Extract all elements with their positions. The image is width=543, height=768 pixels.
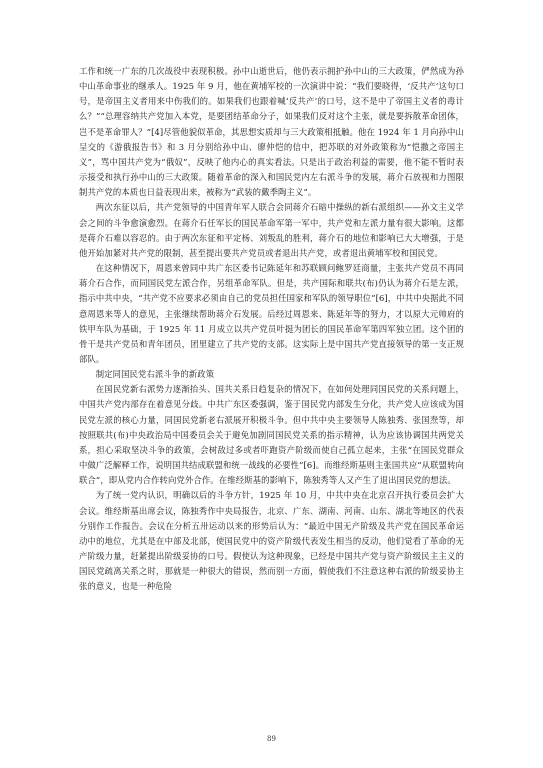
paragraph-5: 为了统一党内认识，明确以后的斗争方针，1925 年 10 月，中共中央在北京召开执行委员会扩大会议。维经斯基出席会议，陈独秀作中央局报告，北京、广东、湖南、河南、山东、湖北等地区的代表分别作工作报告。会议在分析五卅运动以来的形势后认为：“最近中国无产阶级及共产党在国民革命运动中的地位，尤其是在中部及北部，使国民党中的资产阶级代表发生相当的反动，他们觉看了革命的无产阶级力量，赶紧提出阶级妥协的口号。假使认为这种现象，已经是中国共产党与资产阶级民主主义的国民党疏离关系之时，那就是一种很大的错误，然而别一方面，假使我们不注意这种右派的阶级妥协主张的意义，也是一种危险	[79, 490, 464, 592]
paragraph-3: 在这种情况下，周恩来曾同中共广东区委书记陈延年和苏联顾问鲍罗廷商量，主张共产党员不再同蒋介石合作，而同国民党左派合作，另组革命军队。但是，共产国际和联共(布)仍认为蒋介石是左派，指示中共中央，“共产党不应要求必须由自己的党员担任国家和军队的领导职位”[6]，中共中央据此不同意周恩来等人的意见，主张继续帮助蒋介石发展。后经过周恩来、陈延年等的努力，才以原大元帅府的铁甲车队为基础，于 1925 年 11 月成立以共产党员叶挺为团长的国民革命军第四军独立团。这个团的骨干是共产党员和青年团员，团里建立了共产党的支部。这实际上是中国共产党直接领导的第一支正规部队。	[79, 263, 464, 364]
section-heading: 制定同国民党右派斗争的新政策	[95, 369, 215, 380]
paragraph-4: 在国民党新右派势力逐渐抬头、国共关系日趋复杂的情况下，在如何处理同国民党的关系问题上，中国共产党内部存在着意见分歧。中共广东区委强调，鉴于国民党内部发生分化，共产党人应该成为国民党左派的核心力量，同国民党新老右派展开积极斗争。但中共中央主要领导人陈独秀、张国焘等，却按照联共(布)中央政治局中国委员会关于避免加剧同国民党关系的指示精神，认为应该协调国共两党关系，担心采取坚决斗争的政策，会树敌过多或者吓跑资产阶级而使自己孤立起来，主张“在国民党群众中做广泛解释工作，说明国共结成联盟和统一战线的必要性”[6]。而维经斯基则主张国共应“从联盟转向联合”，即从党内合作转向党外合作。在维经斯基的影响下，陈独秀等人又产生了退出国民党的想法。	[79, 384, 464, 486]
body-text	[79, 64, 464, 594]
paragraph-2: 两次东征以后，共产党领导的中国青年军人联合会同蒋介石暗中操纵的新右派组织——孙文主义学会之间的斗争愈演愈烈。在蒋介石任军长的国民革命军第一军中，共产党和左派力量有很大影响。这都是蒋介石难以容忍的。由于两次东征和平定杨、刘叛乱的胜利，蒋介石的地位和影响已大大增强，于是他开始加紧对共产党的限制，甚至提出要共产党员或者退出共产党，或者退出黄埔军校和国民党。	[79, 202, 464, 258]
paragraph-1: 工作和统一广东的几次战役中表现积极。孙中山逝世后，他仍表示拥护孙中山的三大政策，俨然成为孙中山革命事业的继承人。1925 年 9 月，他在黄埔军校的一次演讲中说：“我们要晓得，‘反共产’这句口号，是帝国主义者用来中伤我们的。如果我们也跟着喊‘反共产’的口号，这不是中了帝国主义者的毒计么？”“总理容纳共产党加入本党，是要团结革命分子，如果我们反对这个主张，就是要拆散革命团体，岂不是革命罪人？”[4]尽管他貌似革命，其思想实质却与三大政策相抵触。他在 1924 年 1 月向孙中山呈交的《游俄报告书》和 3 月分别给孙中山、廖仲恺的信中，把苏联的对外政策称为“恺撒之帝国主义”，骂中国共产党为“俄奴”，反映了他内心的真实看法。只是出于政治利益的需要，他不能不暂时表示接受和执行孙中山的三大政策。随着革命的深入和国民党内左右派斗争的发展，蒋介石放视和力图限制共产党的本质也日益表现出来，被称为“武装的戴季陶主义”。	[79, 66, 464, 198]
page-number: 89	[267, 735, 276, 743]
